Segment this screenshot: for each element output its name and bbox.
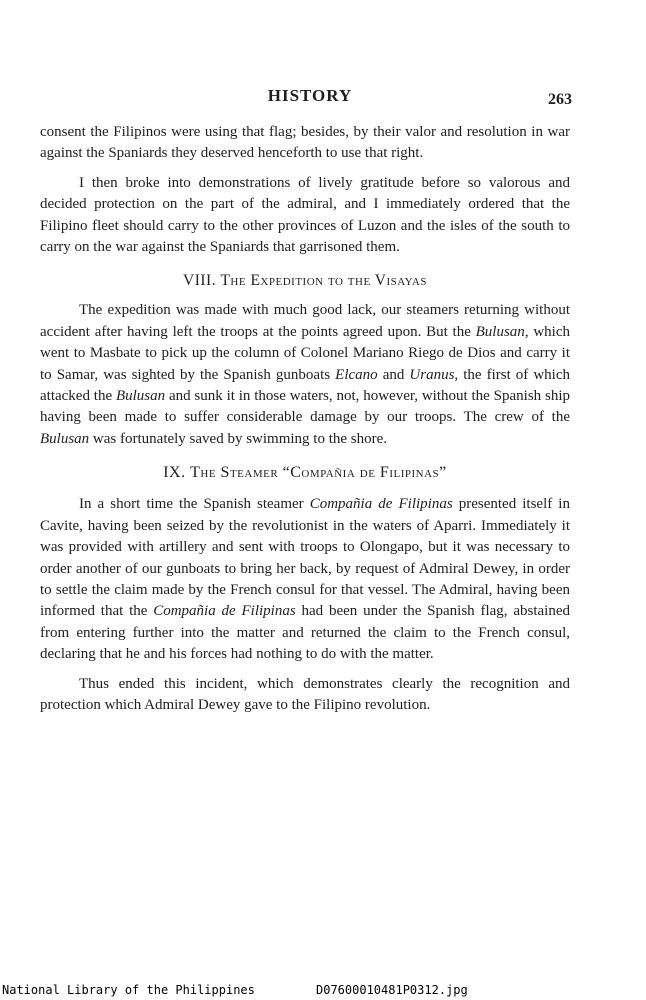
section-title: The Expedition to the Visayas	[220, 272, 427, 290]
ship-name: Bulusan	[115, 388, 166, 405]
paragraph-1: consent the Filipinos were using that flag; besides, by their valor and resolution in war against the Spaniards they deserved henceforth to use that right.	[40, 124, 570, 162]
text-run: had been under the Spanish flag, abstained from entering further into the matter and returned the claim to the French consul, declaring that he and his forces had nothing to do with the matter.	[40, 603, 570, 663]
text-block	[40, 122, 570, 716]
paragraph-5: Thus ended this incident, which demonstrates clearly the recognition and protection which Admiral Dewey gave to the Filipino revolution.	[40, 675, 570, 713]
paragraph-3	[40, 300, 570, 450]
text-run: The expedition was made with much good lack, our steamers returning without accident after having left the troops at the points agreed upon. But the	[40, 302, 570, 340]
text-run: , which went to Masbate to pick up the column of Colonel Mariano Riego de Dios and carry it to Samar, was sighted by the Spanish gunboats	[40, 323, 570, 383]
ship-name: Elcano	[335, 366, 378, 383]
ship-name: Compañia de Filipinas	[153, 603, 296, 620]
image-filename: D07600010481P0312.jpg	[316, 983, 468, 997]
ship-name: Compañia de Filipinas	[309, 496, 453, 513]
section-numeral: IX.	[163, 464, 186, 482]
running-title: HISTORY	[267, 86, 353, 105]
page-number: 263	[548, 91, 572, 108]
text-run: In a short time the Spanish steamer	[79, 496, 310, 513]
footer	[0, 982, 646, 1000]
text-run: , the first of which attacked the	[40, 366, 570, 405]
section-numeral: VIII.	[183, 272, 217, 290]
ship-name: Bulusan	[475, 323, 525, 340]
text-run: presented itself in Cavite, having been seized by the revolutionist in the waters of Aparri. Immediately it was provided with artillery and sent with troops to Olongapo, but it was necessary to order another of our gunboats to bring her back, by request of Admiral Dewey, in order to settle the claim made by the French consul for that vessel. The Admiral, having been informed that the	[40, 496, 570, 620]
text-run: and	[377, 366, 410, 383]
section-heading-ix	[40, 464, 570, 482]
library-credit: National Library of the Philippines	[2, 983, 255, 997]
text-run: and sunk it in those waters, not, however, without the Spanish ship having been made to suffer considerable damage by our troops. The crew of the	[40, 388, 570, 426]
running-head	[0, 86, 646, 110]
text-run: was fortunately saved by swimming to the shore.	[89, 430, 388, 447]
section-title: The Steamer “Compañia de Filipinas”	[190, 464, 447, 482]
paragraph-2: I then broke into demonstrations of lively gratitude before so valorous and decided protection on the part of the admiral, and I immediately ordered that the Filipino fleet should carry to the other provinces of Luzon and the isles of the south to carry on the war against the Spaniards that garrisoned them.	[40, 174, 570, 256]
paragraph-4	[40, 494, 570, 665]
ship-name: Bulusan	[40, 430, 90, 447]
ship-name: Uranus	[409, 366, 455, 383]
section-heading-viii	[40, 272, 570, 290]
